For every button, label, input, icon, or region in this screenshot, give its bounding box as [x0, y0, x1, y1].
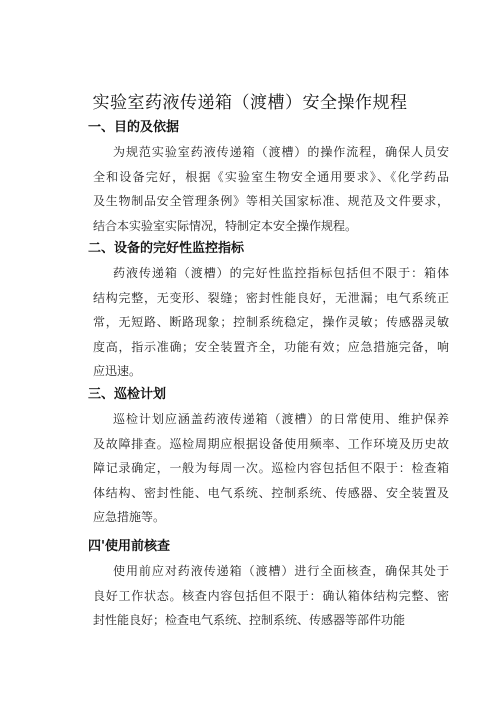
paragraph-line: 及生物制品安全管理条例》等相关国家标准、规范及文件要求，	[93, 194, 449, 208]
paragraph-line: 及故障排查。巡检周期应根据设备使用频率、工作环境及历史故	[93, 436, 449, 451]
section-paragraph	[69, 407, 449, 530]
section-paragraph	[69, 559, 449, 633]
paragraph-line: 结合本实验室实际情况，特制定本安全操作规程。	[93, 218, 358, 233]
paragraph-line: 使用前应对药液传递箱（渡槽）进行全面核查，确保其处于	[113, 564, 449, 578]
section-heading: 二、设备的完好性监控指标	[88, 241, 245, 256]
paragraph-line: 为规范实验室药液传递箱（渡槽）的操作流程，确保人员安	[113, 145, 449, 159]
paragraph-line: 度高，指示准确；安全装置齐全，功能有效；应急措施完备，响	[93, 339, 449, 354]
section-paragraph	[69, 140, 449, 238]
section-heading: 一、目的及依据	[88, 120, 180, 135]
paragraph-line: 应迅速。	[93, 364, 142, 378]
section-heading: 四'使用前核查	[88, 539, 170, 554]
section-heading: 三、巡检计划	[88, 387, 167, 402]
paragraph-line: 常，无短路、断路现象；控制系统稳定，操作灵敏；传感器灵敏	[93, 315, 449, 329]
section-inspection-plan	[69, 383, 449, 530]
section-pre-use-check	[69, 535, 449, 633]
section-integrity-indicators	[69, 237, 449, 384]
paragraph-line: 封性能良好；检查电气系统、控制系统、传感器等部件功能	[93, 613, 406, 627]
paragraph-line: 巡检计划应涵盖药液传递箱（渡槽）的日常使用、维护保养	[113, 412, 449, 426]
paragraph-line: 体结构、密封性能、电气系统、控制系统、传感器、安全装置及	[93, 485, 449, 500]
paragraph-line: 结构完整，无变形、裂缝；密封性能良好，无泄漏；电气系统正	[93, 290, 449, 305]
section-paragraph	[69, 261, 449, 384]
section-purpose	[69, 116, 449, 238]
paragraph-line: 全和设备完好，根据《实验室生物安全通用要求》、《化学药品	[93, 169, 449, 184]
paragraph-line: 障记录确定，一般为每周一次。巡检内容包括但不限于：检查箱	[93, 461, 449, 475]
paragraph-line: 良好工作状态。核查内容包括但不限于：确认箱体结构完整、密	[93, 588, 449, 603]
paragraph-line: 应急措施等。	[93, 510, 166, 524]
paragraph-line: 药液传递箱（渡槽）的完好性监控指标包括但不限于：箱体	[113, 266, 449, 280]
document-title: 实验室药液传递箱（渡槽）安全操作规程	[92, 93, 408, 113]
